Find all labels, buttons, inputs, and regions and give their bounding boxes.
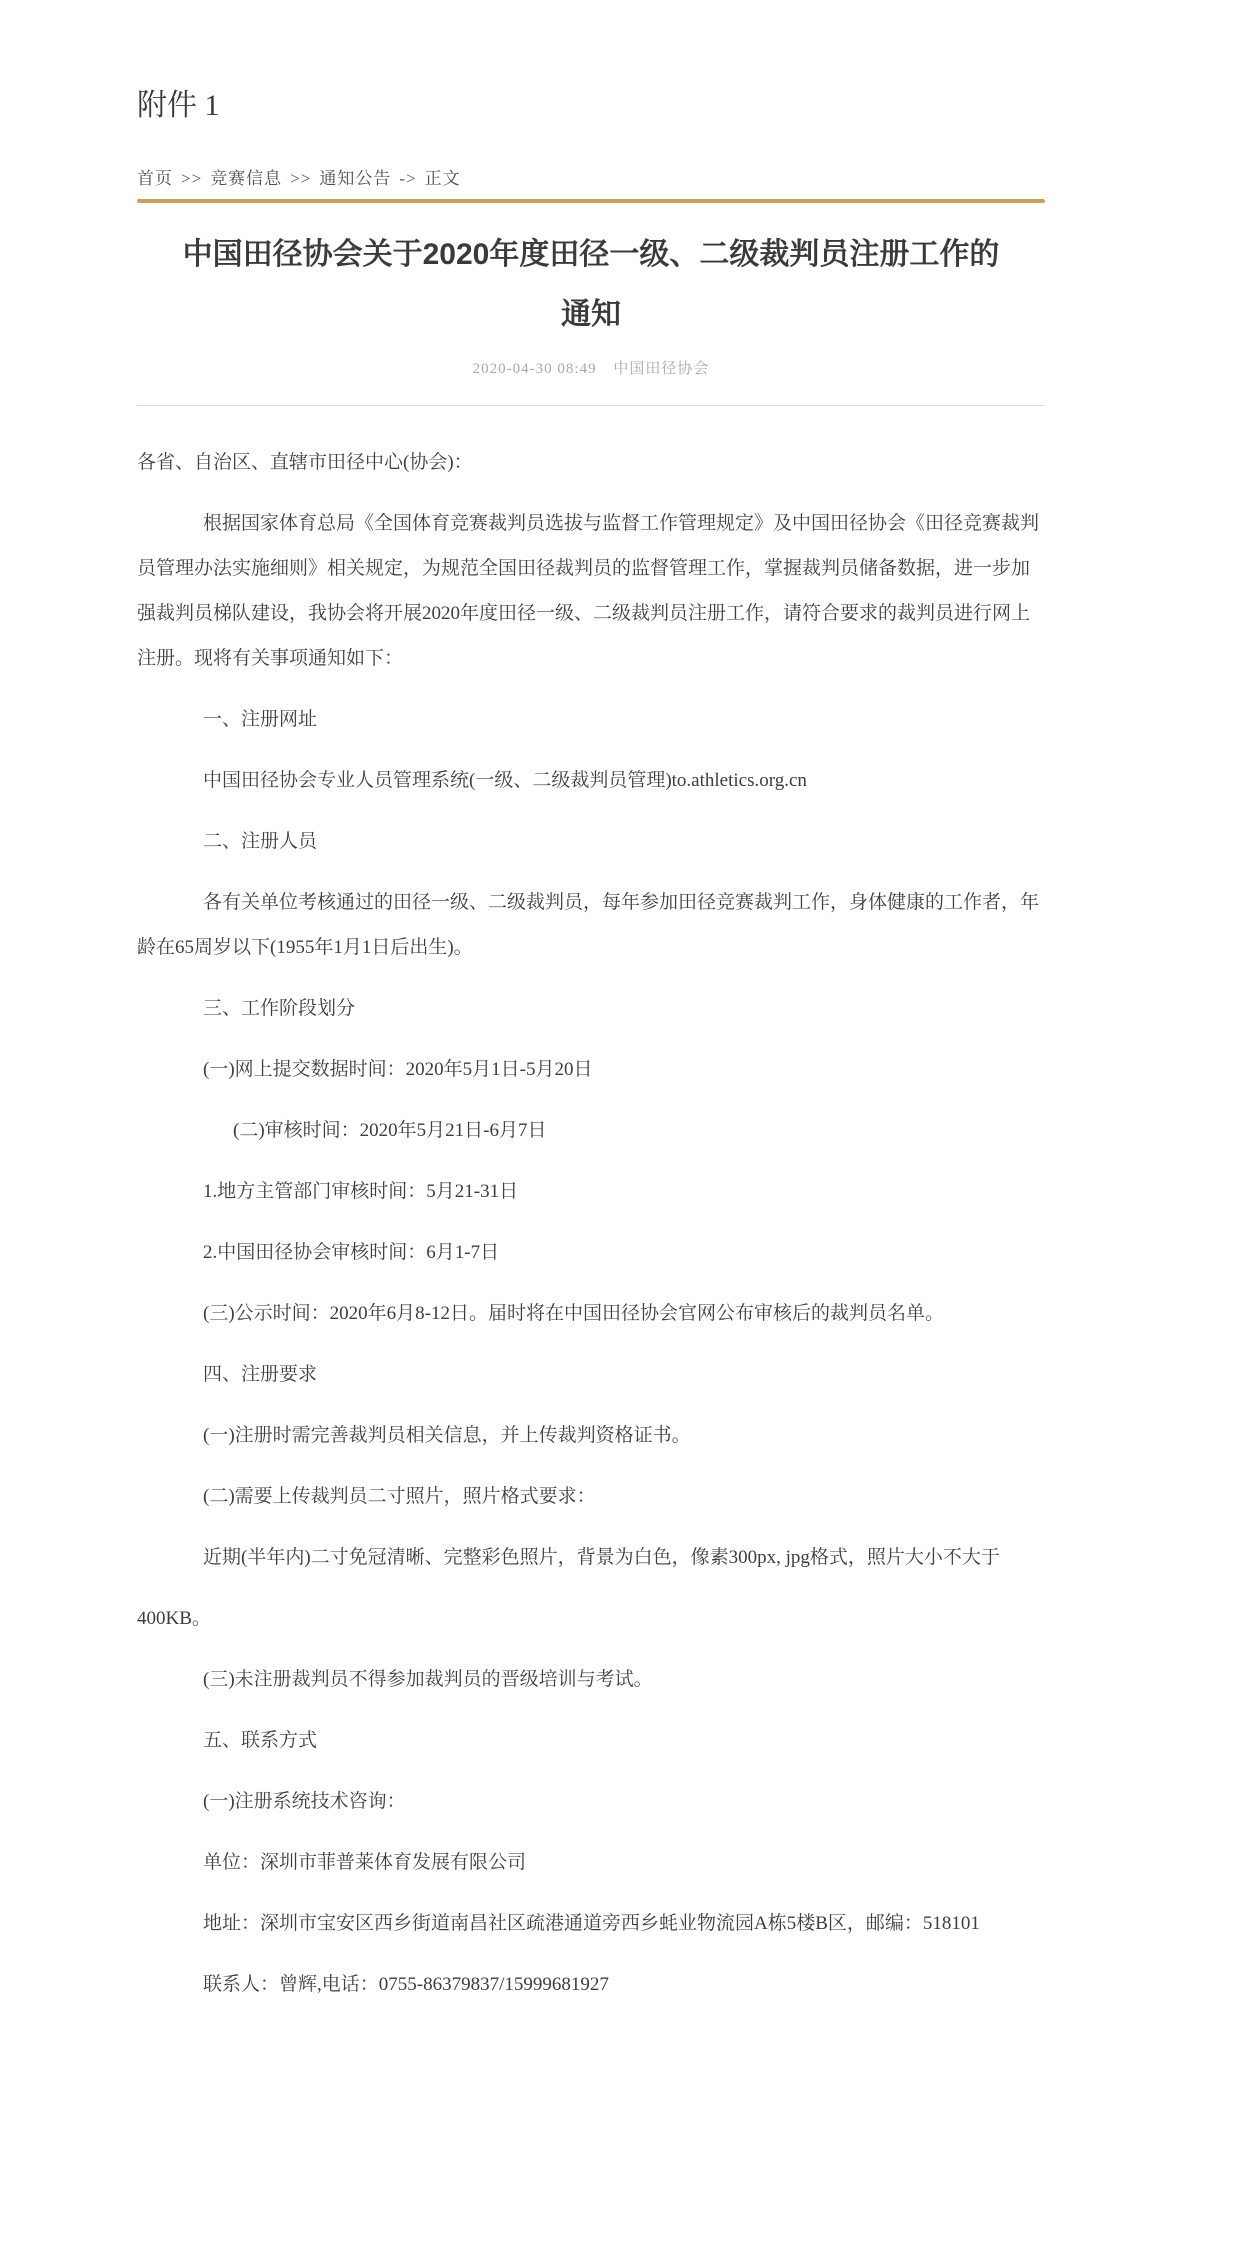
breadcrumb-separator-arrow: -> xyxy=(399,169,417,188)
page-title-line1: 中国田径协会关于2020年度田径一级、二级裁判员注册工作的 xyxy=(182,238,1000,271)
paragraph-intro: 根据国家体育总局《全国体育竞赛裁判员选拔与监督工作管理规定》及中国田径协会《田径竞赛裁判员管理办法实施细则》相关规定，为规范全国田径裁判员的监督管理工作，掌握裁判员储备数据，进一步加强裁判员梯队建设，我协会将开展2020年度田径一级、二级裁判员注册工作，请符合要求的裁判员进行网上注册。现将有关事项通知如下： xyxy=(137,513,1040,669)
publish-source: 中国田径协会 xyxy=(613,361,710,377)
paragraph-phase-2-sub1: 1.地方主管部门审核时间：5月21-31日 xyxy=(203,1181,519,1202)
paragraph-phase-1: (一)网上提交数据时间：2020年5月1日-5月20日 xyxy=(203,1059,593,1080)
breadcrumb-link-home[interactable]: 首页 xyxy=(137,169,173,188)
breadcrumb xyxy=(137,168,1045,190)
breadcrumb-link-notices[interactable]: 通知公告 xyxy=(319,169,392,188)
breadcrumb-current-page: 正文 xyxy=(424,169,461,188)
page-content xyxy=(137,0,1045,2007)
section-heading-2: 二、注册人员 xyxy=(203,831,318,852)
paragraph-phase-3: (三)公示时间：2020年6月8-12日。届时将在中国田径协会官网公布审核后的裁判员名单。 xyxy=(203,1303,944,1324)
paragraph-phase-2: (二)审核时间：2020年5月21日-6月7日 xyxy=(233,1120,547,1141)
paragraph-registration-url: 中国田径协会专业人员管理系统(一级、二级裁判员管理)to.athletics.org.cn xyxy=(203,770,807,791)
section-heading-3: 三、工作阶段划分 xyxy=(203,998,356,1019)
paragraph-photo-spec-cont: 400KB。 xyxy=(137,1608,211,1629)
paragraph-requirement-1: (一)注册时需完善裁判员相关信息，并上传裁判资格证书。 xyxy=(203,1425,691,1446)
page-title-line2: 通知 xyxy=(561,298,621,331)
attachment-label: 附件 1 xyxy=(137,89,220,122)
article-body xyxy=(137,406,1045,2007)
paragraph-contact-intro: (一)注册系统技术咨询： xyxy=(203,1791,406,1812)
paragraph-registrants: 各有关单位考核通过的田径一级、二级裁判员，每年参加田径竞赛裁判工作，身体健康的工作者，年龄在65周岁以下(1955年1月1日后出生)。 xyxy=(137,892,1040,958)
breadcrumb-separator: >> xyxy=(181,169,203,188)
breadcrumb-link-competition-info[interactable]: 竞赛信息 xyxy=(210,169,283,188)
paragraph-requirement-3: (三)未注册裁判员不得参加裁判员的晋级培训与考试。 xyxy=(203,1669,653,1690)
breadcrumb-separator: >> xyxy=(290,169,312,188)
paragraph-photo-spec: 近期(半年内)二寸免冠清晰、完整彩色照片，背景为白色，像素300px, jpg格式，照片大小不大于 xyxy=(203,1547,1000,1568)
paragraph-contact-person: 联系人：曾辉,电话：0755-86379837/15999681927 xyxy=(203,1974,609,1995)
paragraph-phase-2-sub2: 2.中国田径协会审核时间：6月1-7日 xyxy=(203,1242,500,1263)
paragraph-contact-company: 单位：深圳市菲普莱体育发展有限公司 xyxy=(203,1852,527,1873)
paragraph-contact-address: 地址：深圳市宝安区西乡街道南昌社区疏港通道旁西乡蚝业物流园A栋5楼B区，邮编：518101 xyxy=(203,1913,980,1934)
page-title xyxy=(137,225,1045,345)
paragraph-salutation: 各省、自治区、直辖市田径中心(协会)： xyxy=(137,452,473,473)
gold-divider xyxy=(137,199,1045,203)
section-heading-5: 五、联系方式 xyxy=(203,1730,318,1751)
publish-timestamp: 2020-04-30 08:49 xyxy=(472,361,597,377)
article-meta xyxy=(137,359,1045,379)
section-heading-4: 四、注册要求 xyxy=(203,1364,318,1385)
paragraph-requirement-2: (二)需要上传裁判员二寸照片，照片格式要求： xyxy=(203,1486,596,1507)
section-heading-1: 一、注册网址 xyxy=(203,709,318,730)
